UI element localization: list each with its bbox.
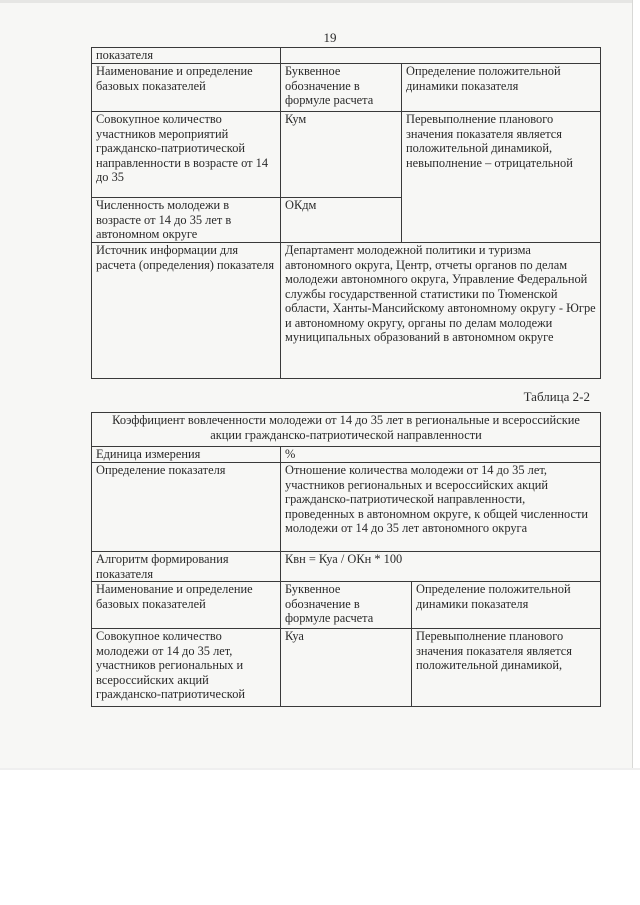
indicator-table-continued (91, 47, 601, 379)
table-cell: Единица измерения (92, 447, 281, 463)
table-cell: Перевыполнение планового значения показателя является положительной динамикой, (412, 629, 601, 707)
table-title: Коэффициент вовлеченности молодежи от 14 до 35 лет в региональные и всероссийские акции гражданско-патриотической направленности (92, 413, 601, 447)
table-header-cell: Наименование и определение базовых показателей (92, 582, 281, 629)
table-cell: Отношение количества молодежи от 14 до 35 лет, участников региональных и всероссийских акций гражданско-патриотической направленности, проведенных в автономном округе, к общей численности молодежи от 14 до 35 лет автономного округа (281, 463, 601, 552)
table-header-cell: Наименование и определение базовых показателей (92, 64, 281, 112)
table-row (92, 112, 601, 198)
table-header-row (92, 582, 601, 629)
table-caption: Таблица 2-2 (523, 389, 590, 404)
table-cell: Кум (281, 112, 402, 198)
table-cell: Квн = Куа / ОКн * 100 (281, 552, 601, 582)
table-row (92, 243, 601, 379)
page-number: 19 (323, 30, 337, 45)
table-row (92, 552, 601, 582)
table-header-row (92, 64, 601, 112)
table-cell: % (281, 447, 601, 463)
table-cell: Источник информации для расчета (определения) показателя (92, 243, 281, 379)
table-cell: Совокупное количество молодежи от 14 до 35 лет, участников региональных и всероссийских акций гражданско-патриотической (92, 629, 281, 707)
table-cell: Департамент молодежной политики и туризма автономного округа, Центр, отчеты органов по делам молодежи автономного округа, Управление Федеральной службы государственной статистики по Тюменской области, Ханты-Мансийскому автономному округу - Югре и автономному округу, органы по делам молодежи муниципальных образований в автономном округе (281, 243, 601, 379)
table-cell: Куа (281, 629, 412, 707)
table-header-cell: Определение положительной динамики показателя (402, 64, 601, 112)
table-cell (281, 48, 601, 64)
table-row (92, 463, 601, 552)
table-header-cell: Буквенное обозначение в формуле расчета (281, 582, 412, 629)
table-cell: ОКдм (281, 198, 402, 243)
table-cell: Определение показателя (92, 463, 281, 552)
table-cell: Алгоритм формирования показателя (92, 552, 281, 582)
table-header-cell: Буквенное обозначение в формуле расчета (281, 64, 402, 112)
table-title-row (92, 413, 601, 447)
table-row (92, 447, 601, 463)
scan-shadow (0, 768, 640, 770)
table-cell: Численность молодежи в возрасте от 14 до 35 лет в автономном округе (92, 198, 281, 243)
table-cell: Перевыполнение планового значения показателя является положительной динамикой, невыполнение – отрицательной (402, 112, 601, 243)
table-row (92, 48, 601, 64)
table-header-cell: Определение положительной динамики показателя (412, 582, 601, 629)
scan-edge (0, 0, 632, 3)
indicator-table-2-2 (91, 412, 601, 707)
table-row (92, 629, 601, 707)
table-cell: Совокупное количество участников мероприятий гражданско-патриотической направленности в возрасте от 14 до 35 (92, 112, 281, 198)
table-cell: показателя (92, 48, 281, 64)
